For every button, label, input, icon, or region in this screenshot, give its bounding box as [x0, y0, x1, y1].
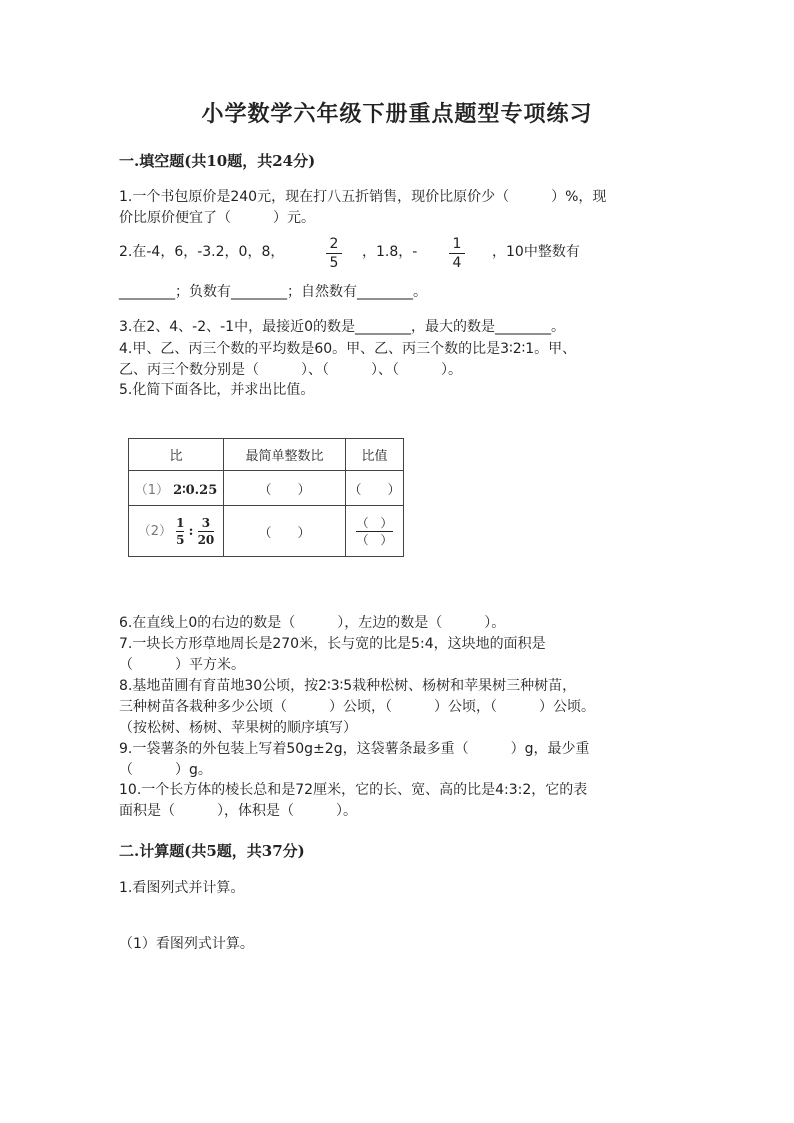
question-1-line-1: 1.一个书包原价是240元，现在打八五折销售，现价比原价少（ ）%，现	[119, 189, 607, 205]
table-header-cell: 最简单整数比	[224, 439, 346, 471]
question-5: 5.化简下面各比，并求出比值。	[119, 382, 315, 398]
question-6: 6.在直线上0的右边的数是（ ），左边的数是（ ）。	[119, 615, 506, 631]
fraction-one-fifth	[176, 516, 184, 547]
ratio-expression: 2∶0.25	[173, 482, 218, 498]
fraction-bar	[356, 531, 392, 532]
fraction-bar	[198, 531, 215, 532]
fraction-numerator: 2	[329, 236, 339, 252]
question-10-line-1: 10.一个长方体的棱长总和是72厘米，它的长、宽、高的比是4:3:2，它的表	[119, 782, 588, 798]
question-2-part-2: ，1.8，-	[362, 244, 418, 260]
ratio-cell	[129, 506, 224, 557]
question-4-line-1: 4.甲、乙、丙三个数的平均数是60。甲、乙、丙三个数的比是3∶2∶1。甲、	[119, 341, 577, 357]
question-7-line-2: （ ）平方米。	[119, 657, 245, 673]
question-7-line-1: 7.一块长方形草地周长是270米，长与宽的比是5:4，这块地的面积是	[119, 636, 546, 652]
table-header-cell: 比	[129, 439, 224, 471]
calc-question-1: 1.看图列式并计算。	[119, 880, 245, 896]
fraction-denominator: 20	[197, 532, 215, 547]
table-header-row	[129, 439, 404, 471]
fraction-one-quarter	[449, 236, 465, 271]
question-2-line-2: ________；负数有________；自然数有________。	[119, 284, 427, 300]
question-1-line-2: 价比原价便宜了（ ）元。	[119, 210, 315, 226]
row-label: （1）	[134, 482, 170, 498]
ratio-cell	[129, 471, 224, 506]
question-8-line-2: 三种树苗各栽种多少公顷（ ）公顷，（ ）公顷，（ ）公顷。	[119, 699, 595, 715]
fraction-two-fifths	[326, 236, 342, 271]
fraction-bar	[176, 531, 184, 532]
fraction-bar	[326, 253, 342, 254]
fraction-numerator: 3	[201, 515, 211, 530]
fraction-numerator: 1	[452, 236, 462, 252]
question-3: 3.在2、4、-2、-1中，最接近0的数是________，最大的数是________。	[119, 319, 565, 335]
ratio-value-cell: （ ）	[346, 471, 404, 506]
question-9-line-2: （ ）g。	[119, 762, 212, 778]
fraction-bar	[449, 253, 465, 254]
page-title: 小学数学六年级下册重点题型专项练习	[201, 101, 593, 127]
value-fraction-blank	[356, 516, 392, 547]
table-row	[129, 506, 404, 557]
fraction-denominator-blank: （ ）	[356, 532, 393, 547]
fraction-denominator: 4	[452, 255, 462, 271]
question-2-part-1: 2.在-4，6，-3.2，0，8，	[119, 244, 285, 260]
row-label: （2）	[137, 523, 172, 539]
ratio-table	[128, 438, 404, 557]
calc-question-1-sub-1: （1）看图列式计算。	[119, 936, 254, 952]
fraction-numerator: 1	[176, 515, 185, 530]
fraction-three-twentieths	[198, 516, 215, 547]
question-8-line-3: （按松树、杨树、苹果树的顺序填写）	[119, 720, 357, 736]
fraction-numerator-blank: （ ）	[356, 515, 393, 530]
section-heading-fill-blank: 一.填空题(共10题，共24分)	[119, 152, 316, 170]
question-4-line-2: 乙、丙三个数分别是（ ）、（ ）、（ ）。	[119, 362, 462, 378]
simplest-ratio-cell: （ ）	[224, 471, 346, 506]
ratio-value-cell	[346, 506, 404, 557]
question-9-line-1: 9.一袋薯条的外包装上写着50g±2g，这袋薯条最多重（ ）g，最少重	[119, 741, 590, 757]
section-heading-calculation: 二.计算题(共5题，共37分)	[119, 842, 305, 860]
question-10-line-2: 面积是（ ），体积是（ ）。	[119, 803, 357, 819]
simplest-ratio-cell: （ ）	[224, 506, 346, 557]
ratio-separator: :	[188, 523, 194, 539]
fraction-denominator: 5	[329, 255, 339, 271]
question-8-line-1: 8.基地苗圃有育苗地30公顷，按2∶3∶5栽种松树、杨树和苹果树三种树苗，	[119, 678, 577, 694]
question-2-part-3: ，10中整数有	[492, 244, 580, 260]
table-header-cell: 比值	[346, 439, 404, 471]
fraction-denominator: 5	[176, 532, 185, 547]
table-row	[129, 471, 404, 506]
